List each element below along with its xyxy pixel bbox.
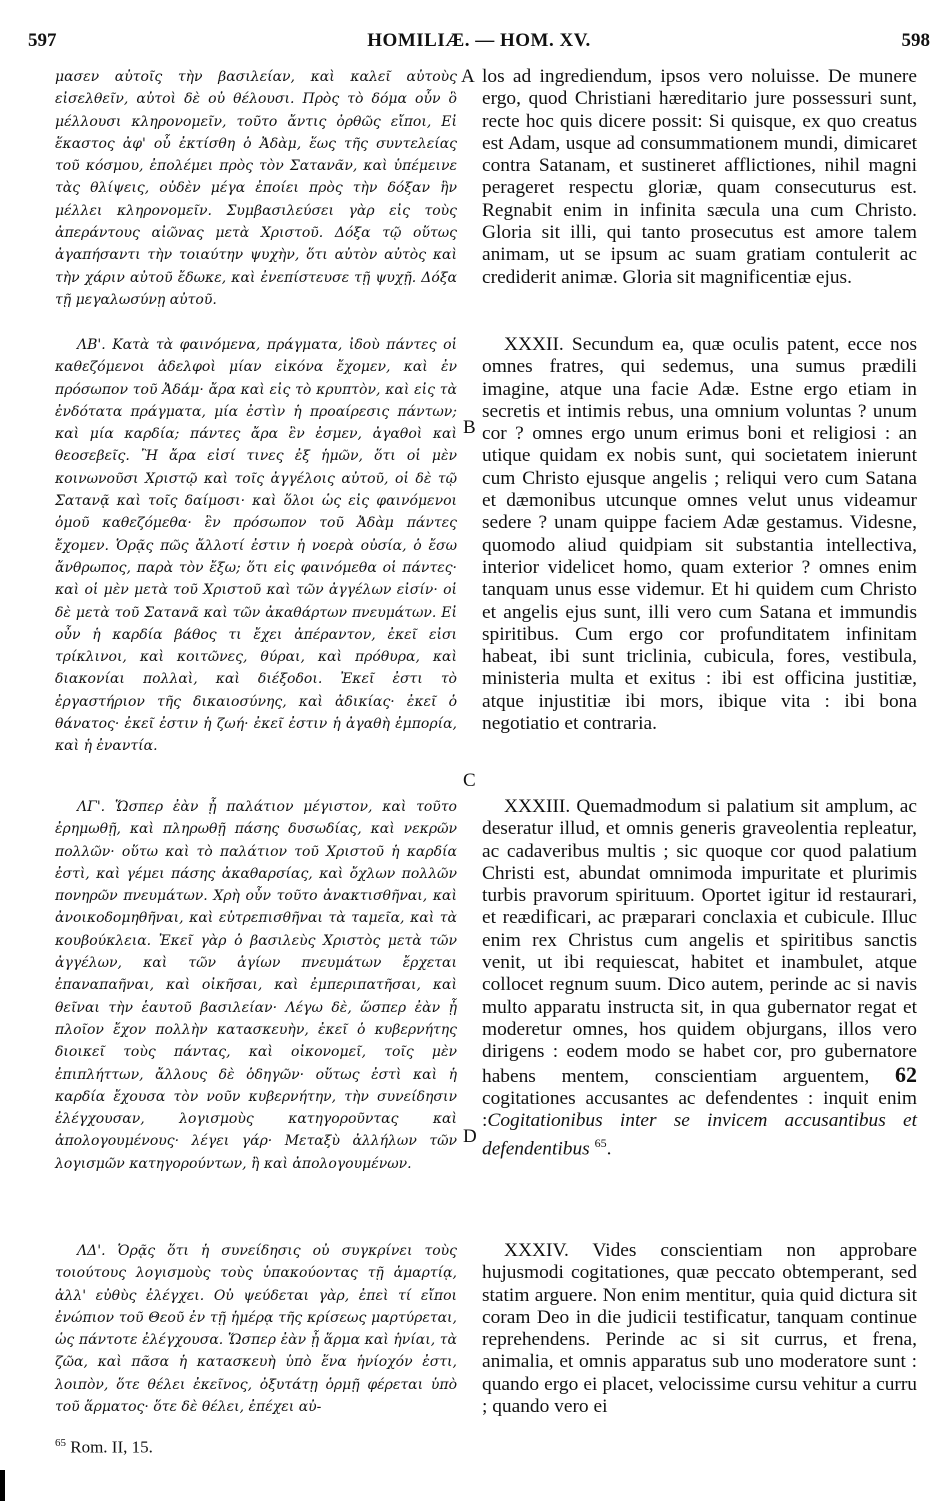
greek-paragraph-32: ΛΒ'. Κατὰ τὰ φαινόμενα, πράγματα, ἰδοὺ πάντες οἱ καθεζόμενοι ἀδελφοὶ μίαν εἰκόνα ἔχομεν, καὶ ἐν πρόσωπον τοῦ Ἀδάμ· ἄρα καὶ εἰς τὸ κρυπτὸν, καὶ εἰς τὰ ἐνδότατα πράγματα, μία ἐστὶν ἡ προαίρεσις πάντων; καὶ μία καρδία; πάντες ἄρα ἓν ἐσμεν, ἀγαθοὶ καὶ θεοσεβεῖς. Ἢ ἄρα εἰσί τινες ἐξ ἡμῶν, ὅτι οἱ μὲν κοινωνοῦσι Χριστῷ καὶ τοῖς ἀγγέλοις αὐτοῦ, οἱ δὲ τῷ Σατανᾷ καὶ τοῖς δαίμοσι· καὶ ὅλοι ὡς εἰς φαινόμενοι ὁμοῦ καθεζόμεθα· ἓν πρόσωπον τοῦ Ἀδὰμ πάντες ἔχομεν. Ὁρᾷς πῶς ἄλλοτί ἐστιν ἡ νοερὰ οὐσία, ὁ ἔσω ἄνθρωπος, παρὰ τὸν ἔξω; ὅτι εἰς φαινόμεθα οἱ πάντες· καὶ οἱ μὲν μετὰ τοῦ Χριστοῦ καὶ τῶν ἀγγέλων εἰσίν· οἱ δὲ μετὰ τοῦ Σατανᾶ καὶ τῶν ἀκαθάρτων πνευμάτων. Εἰ οὖν ἡ καρδία βάθος τι ἔχει ἀπέραντον, ἐκεῖ εἰσι τρίκλινοι, καὶ κοιτῶνες, θύραι, καὶ πρόθυρα, καὶ διακονίαι πολλαὶ, καὶ διέξοδοι. Ἐκεῖ ἐστι τὸ ἐργαστήριον τῆς δικαιοσύνης, καὶ ἀδικίας· ἐκεῖ ὁ θάνατος· ἐκεῖ ἐστιν ἡ ζωή· ἐκεῖ ἐστιν ἡ ἀγαθὴ ἐμπορία, καὶ ἡ ἐναντία. [55,337,457,755]
footnote-ref: 65 [594,1136,607,1151]
greek-paragraph-33: ΛΓ'. Ὥσπερ ἐὰν ᾖ παλάτιον μέγιστον, καὶ τοῦτο ἐρημωθῇ, καὶ πληρωθῇ πάσης δυσωδίας, καὶ νεκρῶν πολλῶν· οὕτω καὶ τὸ παλάτιον τοῦ Χριστοῦ ἡ καρδία ἐστὶ, καὶ γέμει πάσης ἀκαθαρσίας, καὶ ὄχλων πολλῶν πονηρῶν πνευμάτων. Χρὴ οὖν τοῦτο ἀνακτισθῆναι, καὶ ἀνοικοδομηθῆναι, καὶ εὐτρεπισθῆναι τὰ ταμεῖα, καὶ τὰ κουβούκλεια. Ἐκεῖ γὰρ ὁ βασιλεὺς Χριστὸς μετὰ τῶν ἀγγέλων, καὶ τῶν ἁγίων πνευμάτων ἔρχεται ἐπαναπαῆναι, καὶ οἰκῆσαι, καὶ ἐμπεριπατῆσαι, καὶ θεῖναι τὴν ἑαυτοῦ βασιλείαν· Λέγω δὲ, ὥσπερ ἐὰν ᾖ πλοῖον ἔχον πολλὴν κατασκευὴν, ἐκεῖ ὁ κυβερνήτης διοικεῖ τοὺς πάντας, καὶ οἰκονομεῖ, τοῖς μὲν ἐπιπλήττων, ἄλλους δὲ ὁδηγῶν· οὕτως ἐστὶ καὶ ἡ καρδία ἔχουσα τὸν νοῦν κυβερνήτην, τὴν συνείδησιν ἐλέγχουσαν, λογισμοὺς κατηγοροῦντας καὶ ἀπολογουμένους· λέγει γάρ· Μεταξὺ ἀλλήλων τῶν λογισμῶν κατηγορούντων, ἢ καὶ ἀπολογουμένων. [55,799,457,1172]
footnote-number: 65 [55,1437,66,1449]
scripture-quote: Cogitationibus inter se invicem accusantibus et defendentibus [482,1110,917,1160]
margin-marker-d: D [463,1126,477,1147]
latin-paragraph-33: XXXIII. Quemadmodum si palatium sit amplum, ac deseratur illud, et omnis generis graveolentia repleatur, ac cadaveribus multis ; sic quoque cor quod palatium Christi est, abundat omnimoda impuritate et plurimis turbis pravorum spirituum. Oportet igitur id restaurari, et reædificari, ac præparari conclaxia et cubicule. Illuc enim rex Christus cum angelis et spiritibus sanctis venit, ut ibi requiescat, habitet et inambulet, atque collocet regnum suum. Dico autem, perinde ac si navis multo apparatu instructa sit, in qua gubernator regat et moderetur omnes, hos quidem objurgans, illos vero dirigens : eodem modo se habet cor, pro gubernatore habens mentem, conscientiam arguentem, 62 cogitationes accusantes ac defendentes : inquit enim :Cogitationibus inter se invicem accusantibus et defendentibus $^{65}$. [482,796,917,1160]
scan-edge-mark [0,1470,5,1501]
footnote-text: Rom. II, 15. [70,1437,153,1457]
latin-paragraph-32: XXXII. Secundum ea, quæ oculis patent, ecce nos omnes fratres, qui sedemus, una sumus prædili imagine, atque una facie Adæ. Estne ergo etiam in secretis et intimis rebus, una omnium voluntas ? unum cor ? omnes ergo unum erimus boni et religiosi : an utique quidam ex nobis sunt, qui societatem inierunt cum Christo ejusque angelis ; reliqui vero cum Satana et dæmonibus utcunque omnes velut unus videamur sedere ? unam quippe faciem Adæ gestamus. Videsne, quomodo aliud quidpiam sit substantia intellectiva, interior videlicet homo, quam exterior ? omnes enim tanquam unus esse videmur. Et hi quidem cum Christo et angelis ejus sunt, illi vero cum Satana et immundis spiritibus. Cum ergo cor profunditatem infinitam habeat, ibi sunt triclinia, cubicula, fores, vestibula, ministeria multa et exitus : ibi est officina justitiæ, atque injustitiæ ibi mors, ibique vita : ibi bona negotiatio et contraria. [482,334,917,735]
latin-p33-text: XXXIII. Quemadmodum si palatium sit amplum, ac deseratur illud, et omnis generis graveolentia repleatur, ac cadaveribus multis ; sic quoque cor quod palatium Christi est, abundat omnimoda impuritate et plurimis turbis pravorum spirituum. Oportet igitur id restaurari, et reædificari, ac præparari conclaxia et cubicule. Illuc enim rex Christus cum angelis et spiritibus sanctis venit, ut ibi requiescat, habitet et inambulet, atque collocet regnum suum. Dico autem, perinde ac si navis multo apparatu instructa sit, in qua gubernator regat et moderetur omnes, hos quidem objurgans, illos vero dirigens : eodem modo se habet cor, pro gubernatore habens mentem, conscientiam arguentem, [482,796,917,1087]
greek-paragraph-34: ΛΔ'. Ὁρᾷς ὅτι ἡ συνείδησις οὐ συγκρίνει τοὺς τοιούτους λογισμοὺς τοὺς ὑπακούοντας τῇ ἁμαρτίᾳ, ἀλλ' εὐθὺς ἐλέγχει. Οὐ ψεύδεται γὰρ, ἐπεὶ τί εἴποι ἐνώπιον τοῦ Θεοῦ ἐν τῇ ἡμέρᾳ τῆς κρίσεως μαρτύρεται, ὡς πάντοτε ἐλέγχουσα. Ὥσπερ ἐὰν ᾖ ἅρμα καὶ ἡνίαι, τὰ ζῶα, καὶ πᾶσα ἡ κατασκευὴ ὑπὸ ἕνα ἡνίοχόν ἐστι, λοιπὸν, ὅτε θέλει ἐκεῖνος, ὀξυτάτῃ ὁρμῇ φέρεται ὑπὸ τοῦ ἅρματος· ὅτε δὲ θέλει, ἐπέχει αὐ- [55,1243,457,1416]
greek-paragraph-1: μασεν αὐτοῖς τὴν βασιλείαν, καὶ καλεῖ αὐτοὺς εἰσελθεῖν, αὐτοὶ δὲ οὐ θέλουσι. Πρὸς τὸ δόμα οὖν ὃ μέλλουσι κληρονομεῖν, τοῦτο ἄντις ὀρθῶς εἴποι, Εἰ ἕκαστος ἀφ' οὗ ἐκτίσθη ὁ Ἀδὰμ, ἕως τῆς συντελείας τοῦ κόσμου, ἐπολέμει πρὸς τὸν Σατανᾶν, καὶ ὑπέμεινε τὰς θλίψεις, οὐδὲν μέγα ἐποίει πρὸς τὴν δόξαν ἣν μέλλει κληρονομεῖν. Συμβασιλεύσει γὰρ εἰς τοὺς ἀπεράντους αἰῶνας μετὰ Χριστοῦ. Δόξα τῷ οὕτως ἀγαπήσαντι τὴν τοιαύτην ψυχὴν, ὅτι αὐτὸν αὐτὸς καὶ τὴν χάριν αὐτοῦ ἔδωκε, καὶ ἐνεπίστευσε τῇ ψυχῇ. Δόξα τῇ μεγαλωσύνῃ αὐτοῦ. [55,69,457,308]
footnote [55,1437,153,1458]
margin-marker-a: A [461,66,475,87]
page-number-right: 598 [901,30,930,51]
margin-marker-b: B [463,417,476,438]
margin-marker-c: C [463,770,476,791]
latin-paragraph-1: los ad ingrediendum, ipsos vero noluisse. De munere ergo, quod Christiani hæreditario jure possessuri sunt, recte hoc quis dicere possit: Si quisque, ex quo creatus est Adam, usque ad consummationem mundi, dimicaret contra Satanam, et sustineret afflictiones, nihil magni perageret respectu gloriæ, quam consecuturus est. Regnabit enim in infinita sæcula una cum Christo. Gloria sit illi, qui tanto prosecutus est amore talem animam, ut se ipsum ac suam gratiam contulerit ac crediderit animæ. Gloria sit magnificentiæ ejus. [482,66,917,288]
page-header [28,30,930,56]
running-title: HOMILIÆ. — HOM. XV. [367,30,591,51]
column-number: 62 [894,1061,917,1087]
latin-p33-continuation: cogitationes accusantes ac defendentes : inquit enim : [482,1087,917,1132]
latin-paragraph-34: XXXIV. Vides conscientiam non approbare hujusmodi cogitationes, quæ peccato obtemperant, sed statim arguere. Non enim mentitur, quia quid dictura sit coram Deo in die judicii testificatur, tanquam continue reprehendens. Perinde ac si sit currus, et frena, animalia, et omnis apparatus sub uno moderatore sunt : quando ergo ei placet, velocissime cursu vehitur a curru ; quando vero ei [482,1240,917,1418]
page-number-left: 597 [28,30,57,51]
